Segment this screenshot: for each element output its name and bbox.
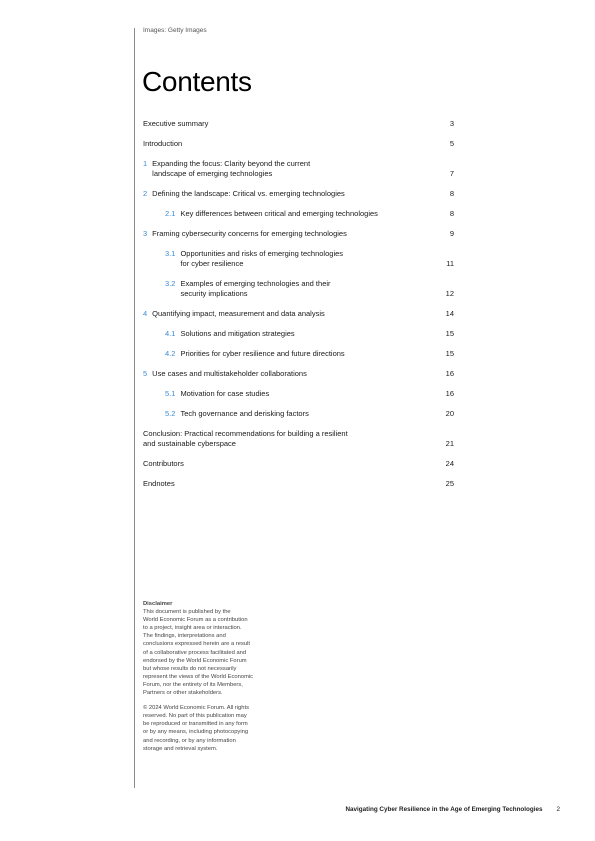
toc-entry-text (152, 309, 325, 319)
toc-entry-number: 2.1 (165, 209, 176, 218)
toc-entry-text (180, 409, 308, 419)
toc-entry-label (165, 349, 345, 359)
toc-entry-text (180, 209, 377, 219)
toc-entry[interactable] (143, 209, 454, 219)
toc-entry-label (165, 329, 295, 339)
footer-page-number: 2 (556, 806, 560, 813)
toc-entry-line: Framing cybersecurity concerns for emerging technologies (152, 229, 347, 238)
toc-entry-label (143, 459, 184, 469)
toc-entry-line: Conclusion: Practical recommendations for building a resilient (143, 429, 348, 438)
toc-entry-label (165, 389, 269, 399)
toc-entry-label (165, 209, 378, 219)
toc-entry-line: Introduction (143, 139, 183, 148)
toc-entry[interactable] (143, 249, 454, 269)
toc-entry-text (180, 389, 269, 399)
toc-entry[interactable] (143, 429, 454, 449)
disclaimer-line: represent the views of the World Economic (143, 673, 254, 680)
toc-entry[interactable] (143, 479, 454, 489)
toc-entry[interactable] (143, 189, 454, 199)
toc-entry-text (143, 429, 348, 449)
toc-entry-page: 20 (445, 409, 454, 418)
toc-entry[interactable] (143, 229, 454, 239)
toc-entry-label (143, 479, 175, 489)
toc-entry-number: 3.2 (165, 279, 176, 288)
toc-entry-text (152, 369, 307, 379)
disclaimer-line: World Economic Forum as a contribution (143, 617, 248, 624)
toc-entry[interactable] (143, 279, 454, 299)
disclaimer-line: to a project, insight area or interaction. (143, 625, 242, 632)
toc-entry-line: Use cases and multistakeholder collaborations (152, 369, 307, 378)
toc-entry[interactable] (143, 329, 454, 339)
toc-entry-text (152, 159, 310, 179)
toc-entry-page: 15 (445, 329, 454, 338)
toc-entry-line: Defining the landscape: Critical vs. emerging technologies (152, 189, 345, 198)
disclaimer (143, 600, 293, 753)
toc-entry[interactable] (143, 139, 454, 149)
toc-entry-page: 9 (449, 229, 454, 238)
copyright-line: © 2024 World Economic Forum. All rights (143, 705, 249, 712)
table-of-contents (143, 119, 454, 489)
disclaimer-heading: Disclaimer (143, 601, 173, 607)
toc-entry-number: 5.2 (165, 409, 176, 418)
left-vertical-rule (134, 28, 135, 788)
toc-entry-number: 5.1 (165, 389, 176, 398)
toc-entry-label (143, 159, 310, 179)
toc-entry-label (143, 309, 325, 319)
copyright-line: and recording, or by any information (143, 737, 236, 744)
toc-entry[interactable] (143, 159, 454, 179)
toc-entry-page: 12 (445, 289, 454, 298)
disclaimer-line: Forum, nor the entirety of its Members, (143, 681, 243, 688)
copyright-line: reserved. No part of this publication may (143, 713, 247, 720)
disclaimer-line: but whose results do not necessarily (143, 665, 237, 672)
toc-entry-page: 16 (445, 369, 454, 378)
toc-entry-label (143, 369, 307, 379)
image-credit: Images: Getty Images (143, 27, 207, 34)
toc-entry-number: 2 (143, 189, 148, 198)
toc-entry-number: 3 (143, 229, 148, 238)
toc-entry-page: 21 (445, 439, 454, 448)
toc-entry-line: landscape of emerging technologies (152, 169, 273, 178)
copyright-line: storage and retrieval system. (143, 745, 218, 752)
toc-entry-number: 3.1 (165, 249, 176, 258)
toc-entry-line: Examples of emerging technologies and their (180, 279, 331, 288)
toc-entry-label (143, 189, 345, 199)
disclaimer-body (143, 608, 293, 697)
toc-entry-text (143, 459, 184, 469)
toc-entry-line: Solutions and mitigation strategies (180, 329, 295, 338)
toc-entry-line: Opportunities and risks of emerging technologies (180, 249, 344, 258)
toc-entry-label (143, 229, 347, 239)
toc-entry-page: 15 (445, 349, 454, 358)
toc-entry-label (165, 279, 331, 299)
toc-entry-number: 5 (143, 369, 148, 378)
toc-entry-page: 7 (449, 169, 454, 178)
toc-entry-page: 3 (449, 119, 454, 128)
toc-entry-text (152, 229, 347, 239)
toc-entry-number: 4 (143, 309, 148, 318)
toc-entry-page: 16 (445, 389, 454, 398)
toc-entry-page: 8 (449, 189, 454, 198)
toc-entry[interactable] (143, 409, 454, 419)
toc-entry-line: Quantifying impact, measurement and data analysis (152, 309, 325, 318)
toc-entry[interactable] (143, 389, 454, 399)
toc-entry-line: Motivation for case studies (180, 389, 270, 398)
toc-entry-text (180, 329, 294, 339)
toc-entry-line: Executive summary (143, 119, 209, 128)
toc-entry-text (180, 249, 343, 269)
toc-entry[interactable] (143, 459, 454, 469)
toc-entry-text (143, 119, 208, 129)
toc-entry-line: and sustainable cyberspace (143, 439, 236, 448)
toc-entry-label (143, 429, 348, 449)
toc-entry-line: security implications (180, 289, 248, 298)
toc-entry-text (152, 189, 345, 199)
toc-entry[interactable] (143, 119, 454, 129)
toc-entry-line: Key differences between critical and emerging technologies (180, 209, 378, 218)
toc-entry-line: Expanding the focus: Clarity beyond the current (152, 159, 311, 168)
toc-entry-text (143, 139, 182, 149)
toc-entry-label (165, 249, 343, 269)
copyright-line: or by any means, including photocopying (143, 729, 249, 736)
disclaimer-line: This document is published by the (143, 609, 231, 616)
footer-title: Navigating Cyber Resilience in the Age of Emerging Technologies (345, 806, 543, 813)
toc-entry-text (180, 349, 344, 359)
toc-entry[interactable] (143, 349, 454, 359)
copyright-notice (143, 704, 293, 753)
toc-entry-page: 25 (445, 479, 454, 488)
toc-entry-line: Contributors (143, 459, 184, 468)
toc-entry-number: 4.1 (165, 329, 176, 338)
toc-entry-text (180, 279, 330, 299)
disclaimer-line: of a collaborative process facilitated and (143, 649, 247, 656)
disclaimer-line: endorsed by the World Economic Forum (143, 657, 247, 664)
toc-entry-number: 4.2 (165, 349, 176, 358)
toc-entry-page: 11 (446, 259, 454, 268)
page-title: Contents (142, 66, 252, 97)
toc-entry-page: 24 (445, 459, 454, 468)
toc-entry-page: 8 (449, 209, 454, 218)
toc-entry[interactable] (143, 309, 454, 319)
toc-entry-line: Tech governance and derisking factors (180, 409, 309, 418)
toc-entry-line: for cyber resilience (180, 259, 244, 268)
copyright-line: be reproduced or transmitted in any form (143, 721, 248, 728)
toc-entry-line: Endnotes (143, 479, 175, 488)
toc-entry[interactable] (143, 369, 454, 379)
disclaimer-line: conclusions expressed herein are a result (143, 641, 250, 648)
toc-entry-page: 14 (445, 309, 454, 318)
toc-entry-line: Priorities for cyber resilience and future directions (180, 349, 345, 358)
toc-entry-page: 5 (449, 139, 454, 148)
disclaimer-line: Partners or other stakeholders. (143, 690, 223, 697)
toc-entry-label (143, 139, 182, 149)
page-footer (345, 806, 560, 813)
toc-entry-text (143, 479, 175, 489)
toc-entry-label (143, 119, 208, 129)
toc-entry-label (165, 409, 309, 419)
toc-entry-number: 1 (143, 159, 148, 168)
disclaimer-line: The findings, interpretations and (143, 633, 226, 640)
